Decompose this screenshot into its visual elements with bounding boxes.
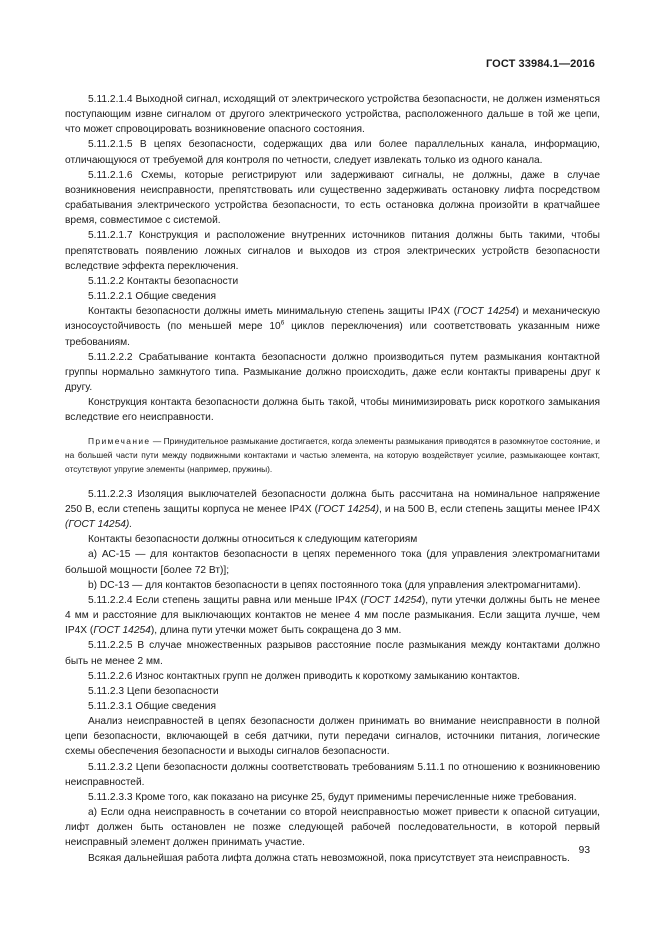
note [65,435,600,476]
paragraph-safety-contacts-protection: Контакты безопасности должны иметь минимальную степень защиты IP4X (ГОСТ 14254) и механическую износоустойчивость (по меньшей мере $10^6$ циклов переключения) или соответствовать указанным ниже требованиям. [65,306,601,348]
page-number: 93 [578,845,590,856]
section-heading-5-11-2-2: 5.11.2.2 Контакты безопасности [88,275,239,287]
paragraph-5-11-2-2-5: 5.11.2.2.5 В случае множественных разрывов расстояние после размыкания между контактами должно быть не менее 2 мм. [65,640,600,667]
paragraph-5-11-2-2-4: 5.11.2.2.4 Если степень защиты равна или меньше IP4X (ГОСТ 14254), пути утечки должны быть не менее 4 мм и расстояние для выключающих контактов не менее 4 мм после размыкания. Если защита лучше, чем IP4X (ГОСТ 14254), длина пути утечки может быть сокращена до 3 мм. [65,594,601,637]
standard-reference: ГОСТ 14254 [93,625,151,637]
section-heading-5-11-2-2-1: 5.11.2.2.1 Общие сведения [88,291,216,303]
document-body [65,92,600,866]
paragraph-5-11-2-2-6: 5.11.2.2.6 Износ контактных групп не должен приводить к короткому замыканию контактов. [88,670,520,682]
page-header: ГОСТ 33984.1—2016 [485,58,595,70]
paragraph-5-11-2-1-7: 5.11.2.1.7 Конструкция и расположение внутренних источников питания должны быть такими, чтобы препятствовать появлению ложных сигналов и выходов из строя электрических устройств безопасности вследствие эффекта переключения. [65,230,600,272]
paragraph-contact-categories: Контакты безопасности должны относиться к следующим категориям [88,534,418,546]
paragraph-5-11-2-3-3: 5.11.2.3.3 Кроме того, как показано на рисунке 25, будут применимы перечисленные ниже требования. [88,791,577,803]
standard-reference: ГОСТ 14254 [457,306,516,318]
paragraph-further-operation: Всякая дальнейшая работа лифта должна стать невозможной, пока присутствует эта неисправность. [88,852,570,864]
paragraph-5-11-2-2-3: 5.11.2.2.3 Изоляция выключателей безопасности должна быть рассчитана на номинальное напряжение 250 В, если степень защиты корпуса не менее IP4X (ГОСТ 14254), и на 500 В, если степень защиты менее IP4X (ГОСТ 14254). [65,488,601,531]
paragraph-5-11-2-1-5: 5.11.2.1.5 В цепях безопасности, содержащих два или более параллельных канала, информацию, отличающуюся от требуемой для контроля по четности, следует извлекать только из одного канала. [65,139,600,166]
paragraph-5-11-2-3-2: 5.11.2.3.2 Цепи безопасности должны соответствовать требованиям 5.11.1 по отношению к возникновению неисправностей. [65,761,600,788]
list-item-ac-15: а) АС-15 — для контактов безопасности в цепях переменного тока (для управления электромагнитами большой мощности [более 72 Вт)]; [65,549,600,576]
list-item-dc-13: b) DC-13 — для контактов безопасности в цепях постоянного тока (для управления электромагнитами). [88,579,581,591]
paragraph-5-11-2-1-6: 5.11.2.1.6 Схемы, которые регистрируют или задерживают сигналы, не должны, даже в случае возникновения неисправности, препятствовать или существенно задерживать остановку лифта посредством срабатывания электрического устройства безопасности, то есть остановка должна произойти в кратчайшее время, совместимое с системой. [65,169,600,227]
section-heading-5-11-2-3-1: 5.11.2.3.1 Общие сведения [88,701,216,713]
note-label: Примечание [88,436,151,447]
paragraph-fault-analysis: Анализ неисправностей в цепях безопасности должен принимать во внимание неисправности в полной цепи безопасности, включающей в себя датчики, пути передачи сигналов, источники питания, логические схемы обеспечения безопасности и выходы сигналов безопасности. [65,716,600,758]
note-text: — Принудительное размыкание достигается, когда элементы размыкания приводятся в разомкнутое состояние, и на большей части пути между подвижными контактами и частью элемента, на которую воздействует усилие, размыкающее контакт, отсутствуют упругие элементы (например, пружины). [65,436,600,475]
list-item-a-second-fault: а) Если одна неисправность в сочетании со второй неисправностью может привести к опасной ситуации, лифт должен быть остановлен не позже следующей рабочей последовательности, в которой первый неисправный элемент должен принимать участие. [65,807,600,849]
standard-reference: (ГОСТ 14254). [65,519,133,531]
paragraph-5-11-2-1-4: 5.11.2.1.4 Выходной сигнал, исходящий от электрического устройства безопасности, не должен изменяться поступающим извне сигналом от другого электрического устройства, расположенного дальше в той же цепи, что может спровоцировать возникновение опасного состояния. [65,94,600,136]
section-heading-5-11-2-3: 5.11.2.3 Цепи безопасности [88,685,219,697]
paragraph-contact-design: Конструкция контакта безопасности должна быть такой, чтобы минимизировать риск короткого замыкания вследствие его неисправности. [65,397,600,424]
standard-reference: ГОСТ 14254 [363,594,422,606]
paragraph-5-11-2-2-2: 5.11.2.2.2 Срабатывание контакта безопасности должно производиться путем размыкания контактной группы нормально замкнутого типа. Размыкание должно происходить, даже если контакты приварены друг к другу. [65,351,600,393]
superscript-exponent: 6 [280,319,285,327]
standard-reference: ГОСТ 14254) [318,503,380,515]
